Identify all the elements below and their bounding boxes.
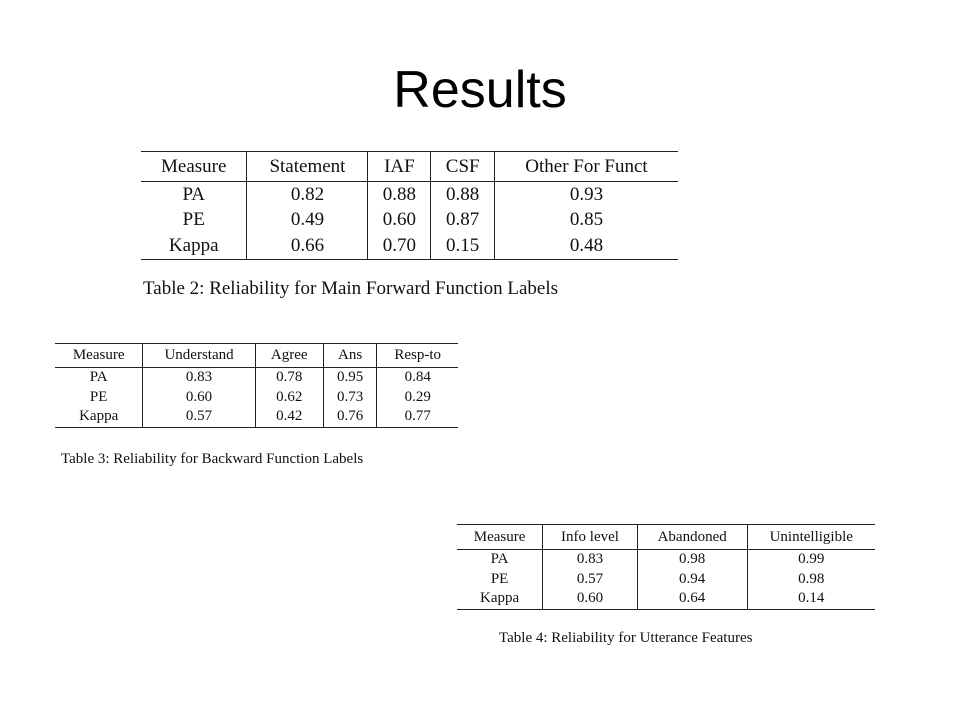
table-cell: 0.60 — [143, 388, 255, 408]
table-cell: 0.57 — [143, 407, 255, 427]
table-cell: 0.95 — [323, 368, 377, 388]
table-row — [457, 550, 875, 570]
table-cell: 0.98 — [637, 550, 747, 570]
table-row — [457, 570, 875, 590]
table-cell: 0.84 — [377, 368, 458, 388]
row-label: Kappa — [168, 234, 219, 256]
table-cell: 0.66 — [247, 233, 368, 259]
header-cell: Statement — [247, 152, 368, 182]
table-cell: 0.62 — [255, 388, 323, 408]
header-cell: CSF — [431, 152, 495, 182]
table-cell: 0.99 — [747, 550, 875, 570]
table-cell: 0.64 — [637, 589, 747, 609]
table-4 — [457, 524, 875, 610]
row-label: PA — [490, 551, 509, 568]
table-row — [141, 208, 678, 234]
header-cell: Unintelligible — [747, 525, 875, 550]
header-cell: Agree — [255, 344, 323, 368]
table-cell: 0.14 — [747, 589, 875, 609]
table-header-row — [457, 525, 875, 550]
table-cell: 0.49 — [247, 208, 368, 234]
table-3-block — [55, 343, 458, 467]
table-cell: 0.82 — [247, 182, 368, 208]
table-cell: 0.77 — [377, 407, 458, 427]
table-cell: 0.88 — [431, 182, 495, 208]
row-label: PA — [182, 183, 205, 205]
row-label: Kappa — [79, 408, 119, 425]
table-cell: 0.29 — [377, 388, 458, 408]
header-cell: Ans — [323, 344, 377, 368]
table-row — [55, 368, 458, 388]
table-row — [141, 233, 678, 259]
row-label: PE — [490, 570, 509, 587]
slide-title: Results — [393, 61, 567, 119]
table-cell: 0.15 — [431, 233, 495, 259]
table-cell: 0.87 — [431, 208, 495, 234]
table-4-block — [457, 524, 875, 646]
row-label: PE — [89, 388, 108, 405]
table-cell: 0.76 — [323, 407, 377, 427]
header-cell: Info level — [543, 525, 638, 550]
row-label: PE — [182, 209, 205, 231]
table-row — [55, 407, 458, 427]
header-cell: IAF — [368, 152, 431, 182]
row-label: PA — [89, 369, 108, 386]
table-row — [55, 388, 458, 408]
header-cell: Measure — [457, 525, 543, 550]
table-cell: 0.60 — [543, 589, 638, 609]
table-row — [457, 589, 875, 609]
header-cell: Measure — [55, 344, 143, 368]
table-3 — [55, 343, 458, 428]
table-cell: 0.93 — [495, 182, 679, 208]
table-cell: 0.83 — [543, 550, 638, 570]
row-label: Kappa — [480, 590, 520, 607]
table-cell: 0.94 — [637, 570, 747, 590]
header-cell: Other For Funct — [495, 152, 679, 182]
table-cell: 0.60 — [368, 208, 431, 234]
table-cell: 0.88 — [368, 182, 431, 208]
table-header-row — [141, 152, 678, 182]
table-cell: 0.83 — [143, 368, 255, 388]
table-2-caption: Table 2: Reliability for Main Forward Function Labels — [143, 278, 559, 299]
table-cell: 0.42 — [255, 407, 323, 427]
header-cell: Resp-to — [377, 344, 458, 368]
table-header-row — [55, 344, 458, 368]
table-2-block — [141, 151, 678, 299]
table-row — [141, 182, 678, 208]
header-cell: Abandoned — [637, 525, 747, 550]
table-cell: 0.78 — [255, 368, 323, 388]
table-3-caption: Table 3: Reliability for Backward Function Labels — [61, 451, 364, 467]
header-cell: Understand — [143, 344, 255, 368]
table-2 — [141, 151, 678, 260]
table-4-caption: Table 4: Reliability for Utterance Features — [499, 630, 753, 646]
table-cell: 0.98 — [747, 570, 875, 590]
table-cell: 0.70 — [368, 233, 431, 259]
table-cell: 0.73 — [323, 388, 377, 408]
header-cell: Measure — [141, 152, 247, 182]
table-cell: 0.48 — [495, 233, 679, 259]
table-cell: 0.85 — [495, 208, 679, 234]
table-cell: 0.57 — [543, 570, 638, 590]
